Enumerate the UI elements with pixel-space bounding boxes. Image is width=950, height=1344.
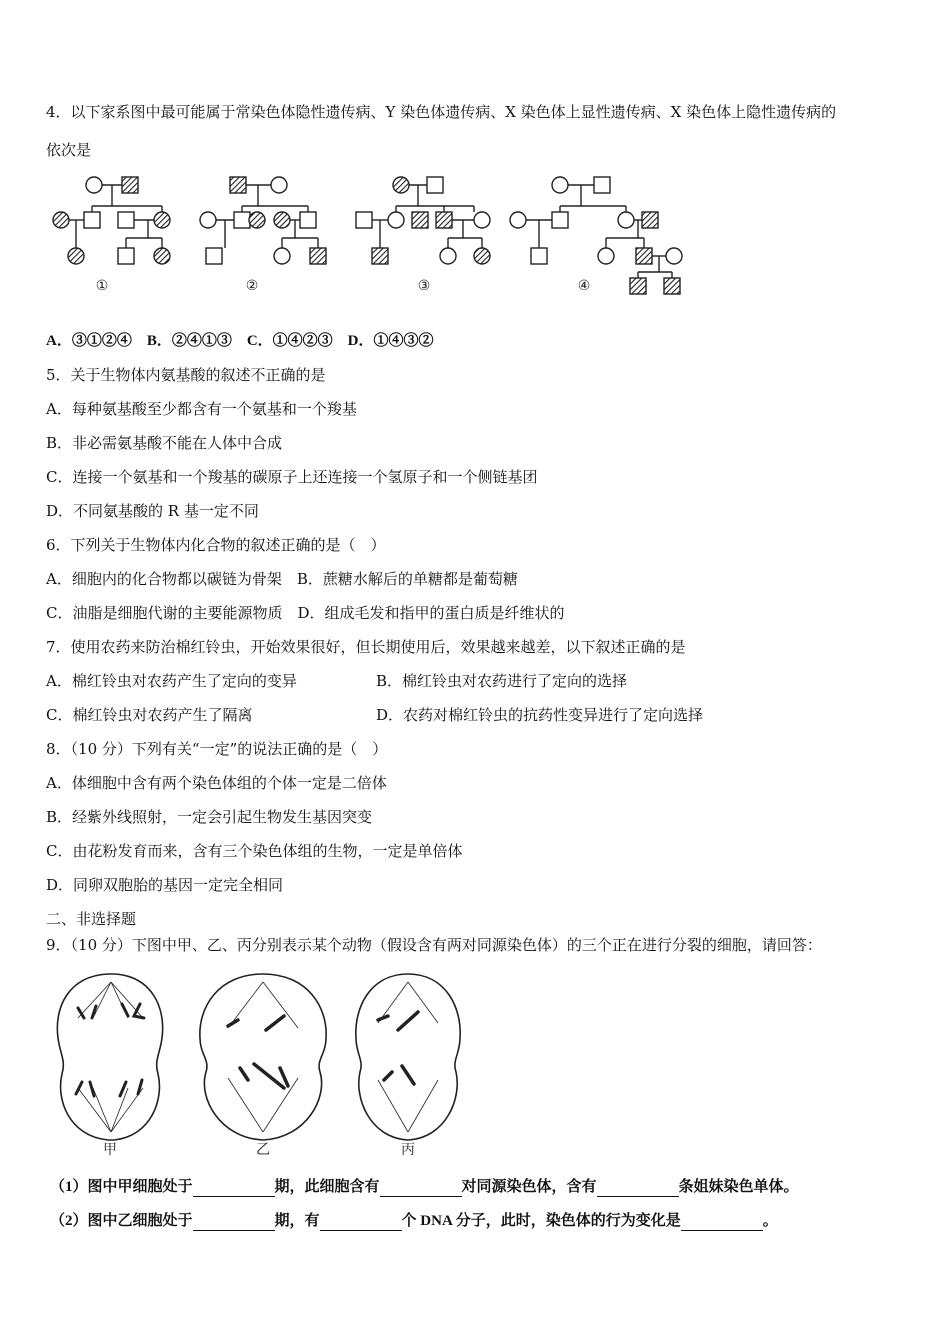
- q7-stem: 7．使用农药来防治棉红铃虫，开始效果很好，但长期使用后，效果越来越差，以下叙述正确的是: [46, 638, 686, 656]
- answer-blank-2[interactable]: [380, 1180, 462, 1197]
- answer-blank-1[interactable]: [193, 1180, 275, 1197]
- pedigree-label-1: ①: [95, 278, 109, 294]
- cell-label-bing: 丙: [401, 1142, 415, 1158]
- q8-stem: 8．（10 分）下列有关“一定”的说法正确的是（ ）: [46, 740, 388, 758]
- section-heading: 二、非选择题: [46, 910, 137, 928]
- q9-sub1-part4: 条姐妹染色单体。: [678, 1179, 799, 1195]
- q7-option-a: A．棉红铃虫对农药产生了定向的变异: [46, 672, 297, 690]
- cell-label-yi: 乙: [256, 1142, 270, 1158]
- q8-option-c: C．由花粉发育而来，含有三个染色体组的生物，一定是单倍体: [46, 842, 463, 860]
- q6-options-ab: A．细胞内的化合物都以碳链为骨架 B．蔗糖水解后的单糖都是葡萄糖: [46, 570, 518, 588]
- q9-sub1-part1: （1）图中甲细胞处于: [50, 1179, 193, 1195]
- q9-sub1-part3: 对同源染色体，含有: [461, 1179, 597, 1195]
- q4-stem-line2: 依次是: [46, 141, 92, 159]
- q9-sub2-part1: （2）图中乙细胞处于: [50, 1213, 193, 1229]
- cell-division-figure: [48, 968, 468, 1158]
- q9-subquestion-2: [50, 1211, 778, 1231]
- q5-stem: 5．关于生物体内氨基酸的叙述不正确的是: [46, 366, 326, 384]
- answer-blank-3[interactable]: [597, 1180, 679, 1197]
- q9-subquestion-1: [50, 1177, 799, 1197]
- pedigree-label-4: ④: [577, 278, 591, 294]
- pedigree-figure: [44, 168, 694, 303]
- q9-sub2-part3: 个 DNA 分子，此时，染色体的行为变化是: [401, 1213, 681, 1229]
- answer-blank-6[interactable]: [681, 1214, 763, 1231]
- q4-stem-line1: 4．以下家系图中最可能属于常染色体隐性遗传病、Y 染色体遗传病、X 染色体上显性遗传病、X 染色体上隐性遗传病的: [46, 103, 837, 121]
- q5-option-a: A．每种氨基酸至少都含有一个氨基和一个羧基: [46, 400, 357, 418]
- answer-blank-4[interactable]: [193, 1214, 275, 1231]
- q8-option-d: D．同卵双胞胎的基因一定完全相同: [46, 876, 284, 894]
- q5-option-d: D．不同氨基酸的 R 基一定不同: [46, 502, 259, 520]
- q5-option-c: C．连接一个氨基和一个羧基的碳原子上还连接一个氢原子和一个侧链基团: [46, 468, 538, 486]
- answer-blank-5[interactable]: [320, 1214, 402, 1231]
- q5-option-b: B．非必需氨基酸不能在人体中合成: [46, 434, 283, 452]
- q9-sub2-part2: 期，有: [274, 1213, 320, 1229]
- q9-sub2-part4: 。: [762, 1213, 778, 1229]
- q7-row1: [46, 671, 297, 691]
- q7-option-c: C．棉红铃虫对农药产生了隔离: [46, 706, 253, 724]
- q6-stem: 6．下列关于生物体内化合物的叙述正确的是（ ）: [46, 536, 386, 554]
- cell-label-jia: 甲: [103, 1142, 117, 1158]
- pedigree-label-2: ②: [245, 278, 259, 294]
- q6-options-cd: C．油脂是细胞代谢的主要能源物质 D．组成毛发和指甲的蛋白质是纤维状的: [46, 604, 565, 622]
- pedigree-label-3: ③: [417, 278, 431, 294]
- q7-option-b: B．棉红铃虫对农药进行了定向的选择: [376, 672, 628, 690]
- q9-stem: 9．（10 分）下图中甲、乙、丙分别表示某个动物（假设含有两对同源染色体）的三个正在进行分裂的细胞，请回答：: [46, 936, 822, 954]
- q9-sub1-part2: 期，此细胞含有: [274, 1179, 380, 1195]
- q7-option-d: D．农药对棉红铃虫的抗药性变异进行了定向选择: [376, 706, 704, 724]
- q4-options: A．③①②④ B．②④①③ C．①④②③ D．①④③②: [46, 333, 434, 349]
- q8-option-a: A．体细胞中含有两个染色体组的个体一定是二倍体: [46, 774, 387, 792]
- q8-option-b: B．经紫外线照射，一定会引起生物发生基因突变: [46, 808, 373, 826]
